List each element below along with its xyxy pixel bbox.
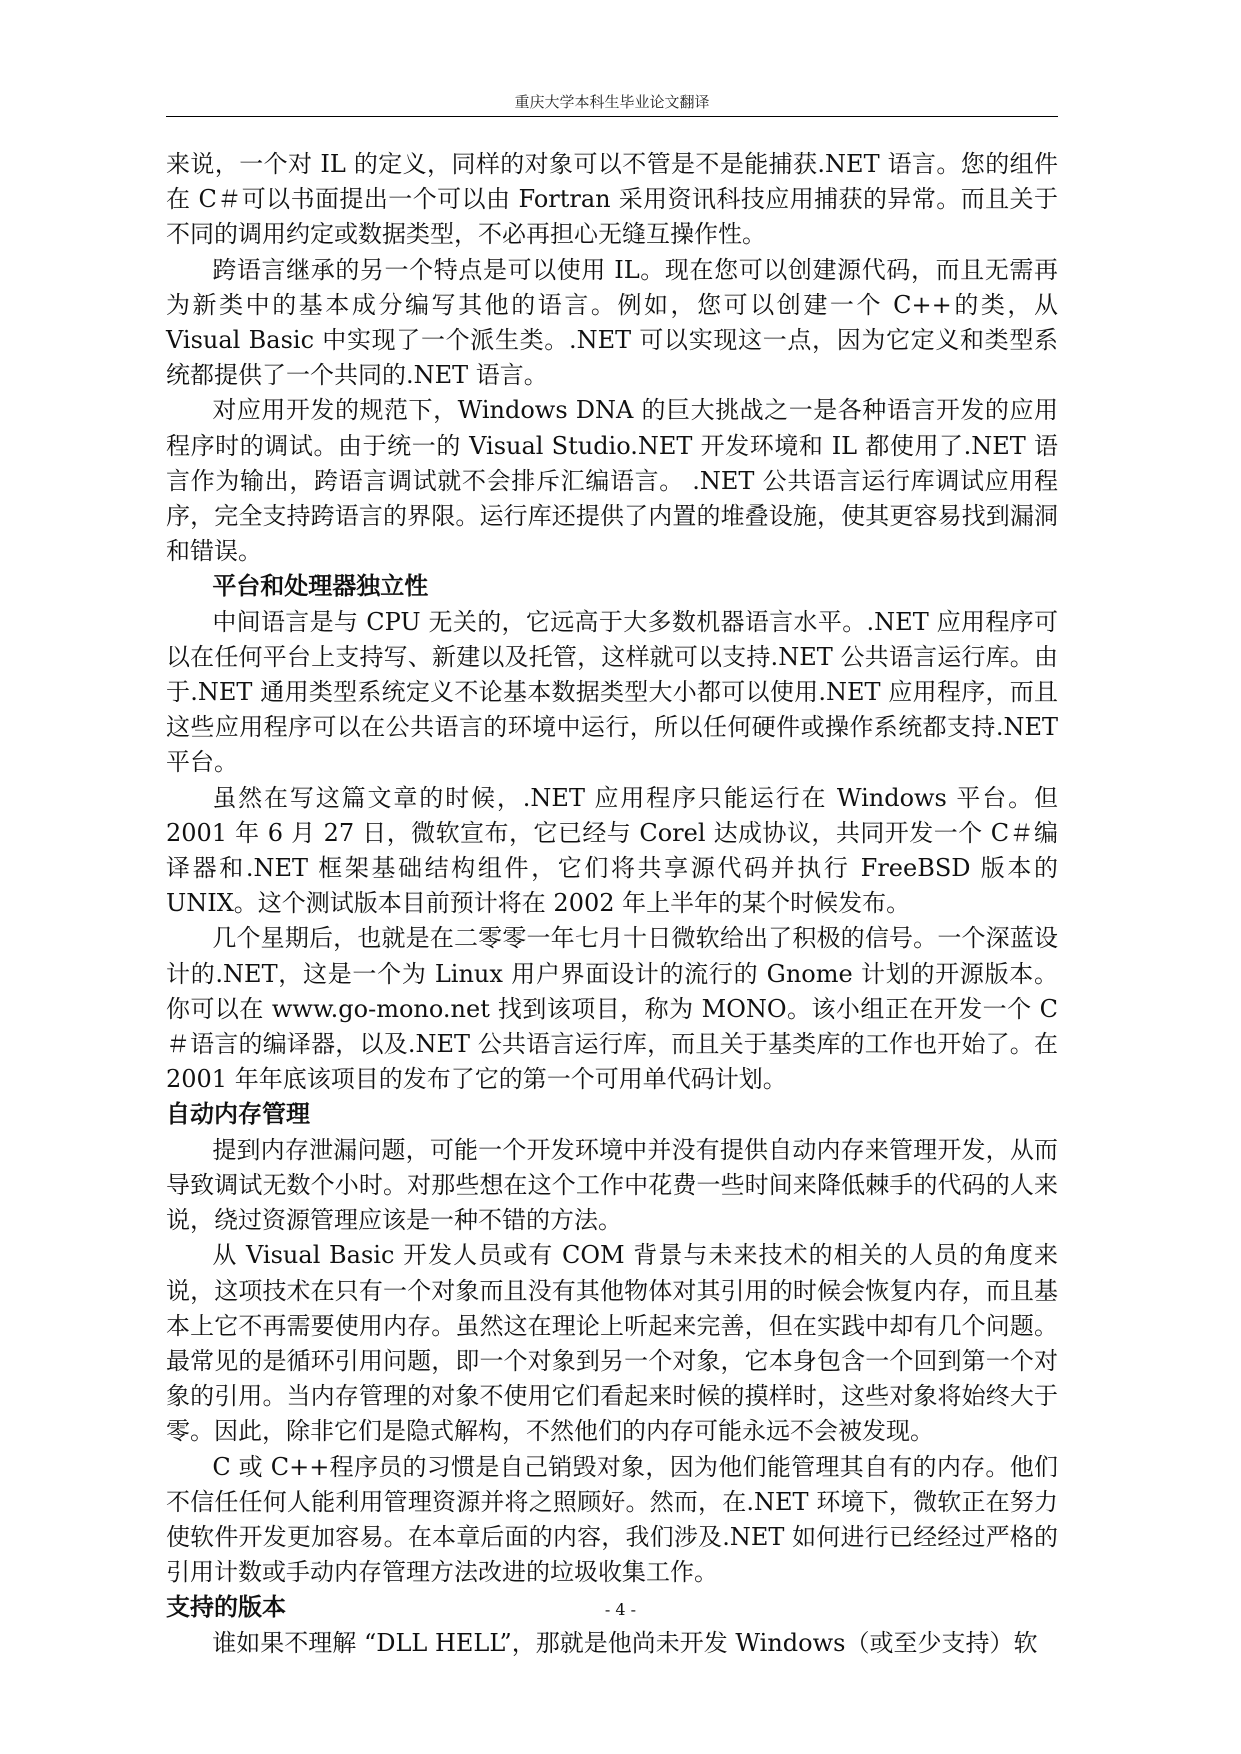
paragraph: 谁如果不理解 “DLL HELL”，那就是他尚未开发 Windows（或至少支持）软 bbox=[212, 1628, 1038, 1657]
section-heading: 自动内存管理 bbox=[166, 1100, 310, 1129]
paragraph: C 或 C++程序员的习惯是自己销毁对象，因为他们能管理其自有的内存。他们不信任任何人能利用管理资源并将之照顾好。然而，在.NET 环境下，微软正在努力使软件开发更加容易。在本章后面的内容，我们涉及.NET 如何进行已经经过严格的引用计数或手动内存管理方法改进的垃圾收集工作。 bbox=[166, 1452, 1058, 1587]
paragraph: 虽然在写这篇文章的时候，.NET 应用程序只能运行在 Windows 平台。但 2001 年 6 月 27 日，微软宣布，它已经与 Corel 达成协议，共同开发一个 C＃编译器和.NET 框架基础结构组件，它们将共享源代码并执行 FreeBSD 版本的 UNIX。这个测试版本目前预计将在 2002 年上半年的某个时候发布。 bbox=[166, 783, 1058, 918]
document-body bbox=[166, 147, 1058, 1661]
paragraph: 来说，一个对 IL 的定义，同样的对象可以不管是不是能捕获.NET 语言。您的组件在 C＃可以书面提出一个可以由 Fortran 采用资讯科技应用捕获的异常。而且关于不同的调用约定或数据类型，不必再担心无缝互操作性。 bbox=[166, 150, 1058, 249]
section-heading: 平台和处理器独立性 bbox=[212, 572, 429, 601]
page-number: - 4 - bbox=[604, 1600, 637, 1619]
paragraph: 从 Visual Basic 开发人员或有 COM 背景与未来技术的相关的人员的角度来说，这项技术在只有一个对象而且没有其他物体对其引用的时候会恢复内存，而且基本上它不再需要使用内存。虽然这在理论上听起来完善，但在实践中却有几个问题。最常见的是循环引用问题，即一个对象到另一个对象，它本身包含一个回到第一个对象的引用。当内存管理的对象不使用它们看起来时候的摸样时，这些对象将始终大于零。因此，除非它们是隐式解构，不然他们的内存可能永远不会被发现。 bbox=[166, 1241, 1058, 1446]
page-header: 重庆大学本科生毕业论文翻译 bbox=[166, 88, 1058, 117]
paragraph: 几个星期后，也就是在二零零一年七月十日微软给出了积极的信号。一个深蓝设计的.NET，这是一个为 Linux 用户界面设计的流行的 Gnome 计划的开源版本。你可以在 www.go-mono.net 找到该项目，称为 MONO。该小组正在开发一个 C＃语言的编译器，以及.NET 公共语言运行库，而且关于基类库的工作也开始了。在 2001 年年底该项目的发布了它的第一个可用单代码计划。 bbox=[166, 924, 1058, 1094]
paragraph: 提到内存泄漏问题，可能一个开发环境中并没有提供自动内存来管理开发，从而导致调试无数个小时。对那些想在这个工作中花费一些时间来降低棘手的代码的人来说，绕过资源管理应该是一种不错的方法。 bbox=[166, 1135, 1058, 1235]
section-heading: 支持的版本 bbox=[166, 1593, 286, 1622]
paragraph: 中间语言是与 CPU 无关的，它远高于大多数机器语言水平。.NET 应用程序可以在任何平台上支持写、新建以及托管，这样就可以支持.NET 公共语言运行库。由于.NET 通用类型系统定义不论基本数据类型大小都可以使用.NET 应用程序，而且这些应用程序可以在公共语言的环境中运行，所以任何硬件或操作系统都支持.NET 平台。 bbox=[166, 607, 1058, 777]
paragraph: 对应用开发的规范下，Windows DNA 的巨大挑战之一是各种语言开发的应用程序时的调试。由于统一的 Visual Studio.NET 开发环境和 IL 都使用了.NET 语言作为输出，跨语言调试就不会排斥汇编语言。 .NET 公共语言运行库调试应用程序，完全支持跨语言的界限。运行库还提供了内置的堆叠设施，使其更容易找到漏洞和错误。 bbox=[166, 396, 1058, 566]
paragraph: 跨语言继承的另一个特点是可以使用 IL。现在您可以创建源代码，而且无需再为新类中的基本成分编写其他的语言。例如，您可以创建一个 C++的类，从 Visual Basic 中实现了一个派生类。.NET 可以实现这一点，因为它定义和类型系统都提供了一个共同的.NET 语言。 bbox=[166, 255, 1058, 390]
